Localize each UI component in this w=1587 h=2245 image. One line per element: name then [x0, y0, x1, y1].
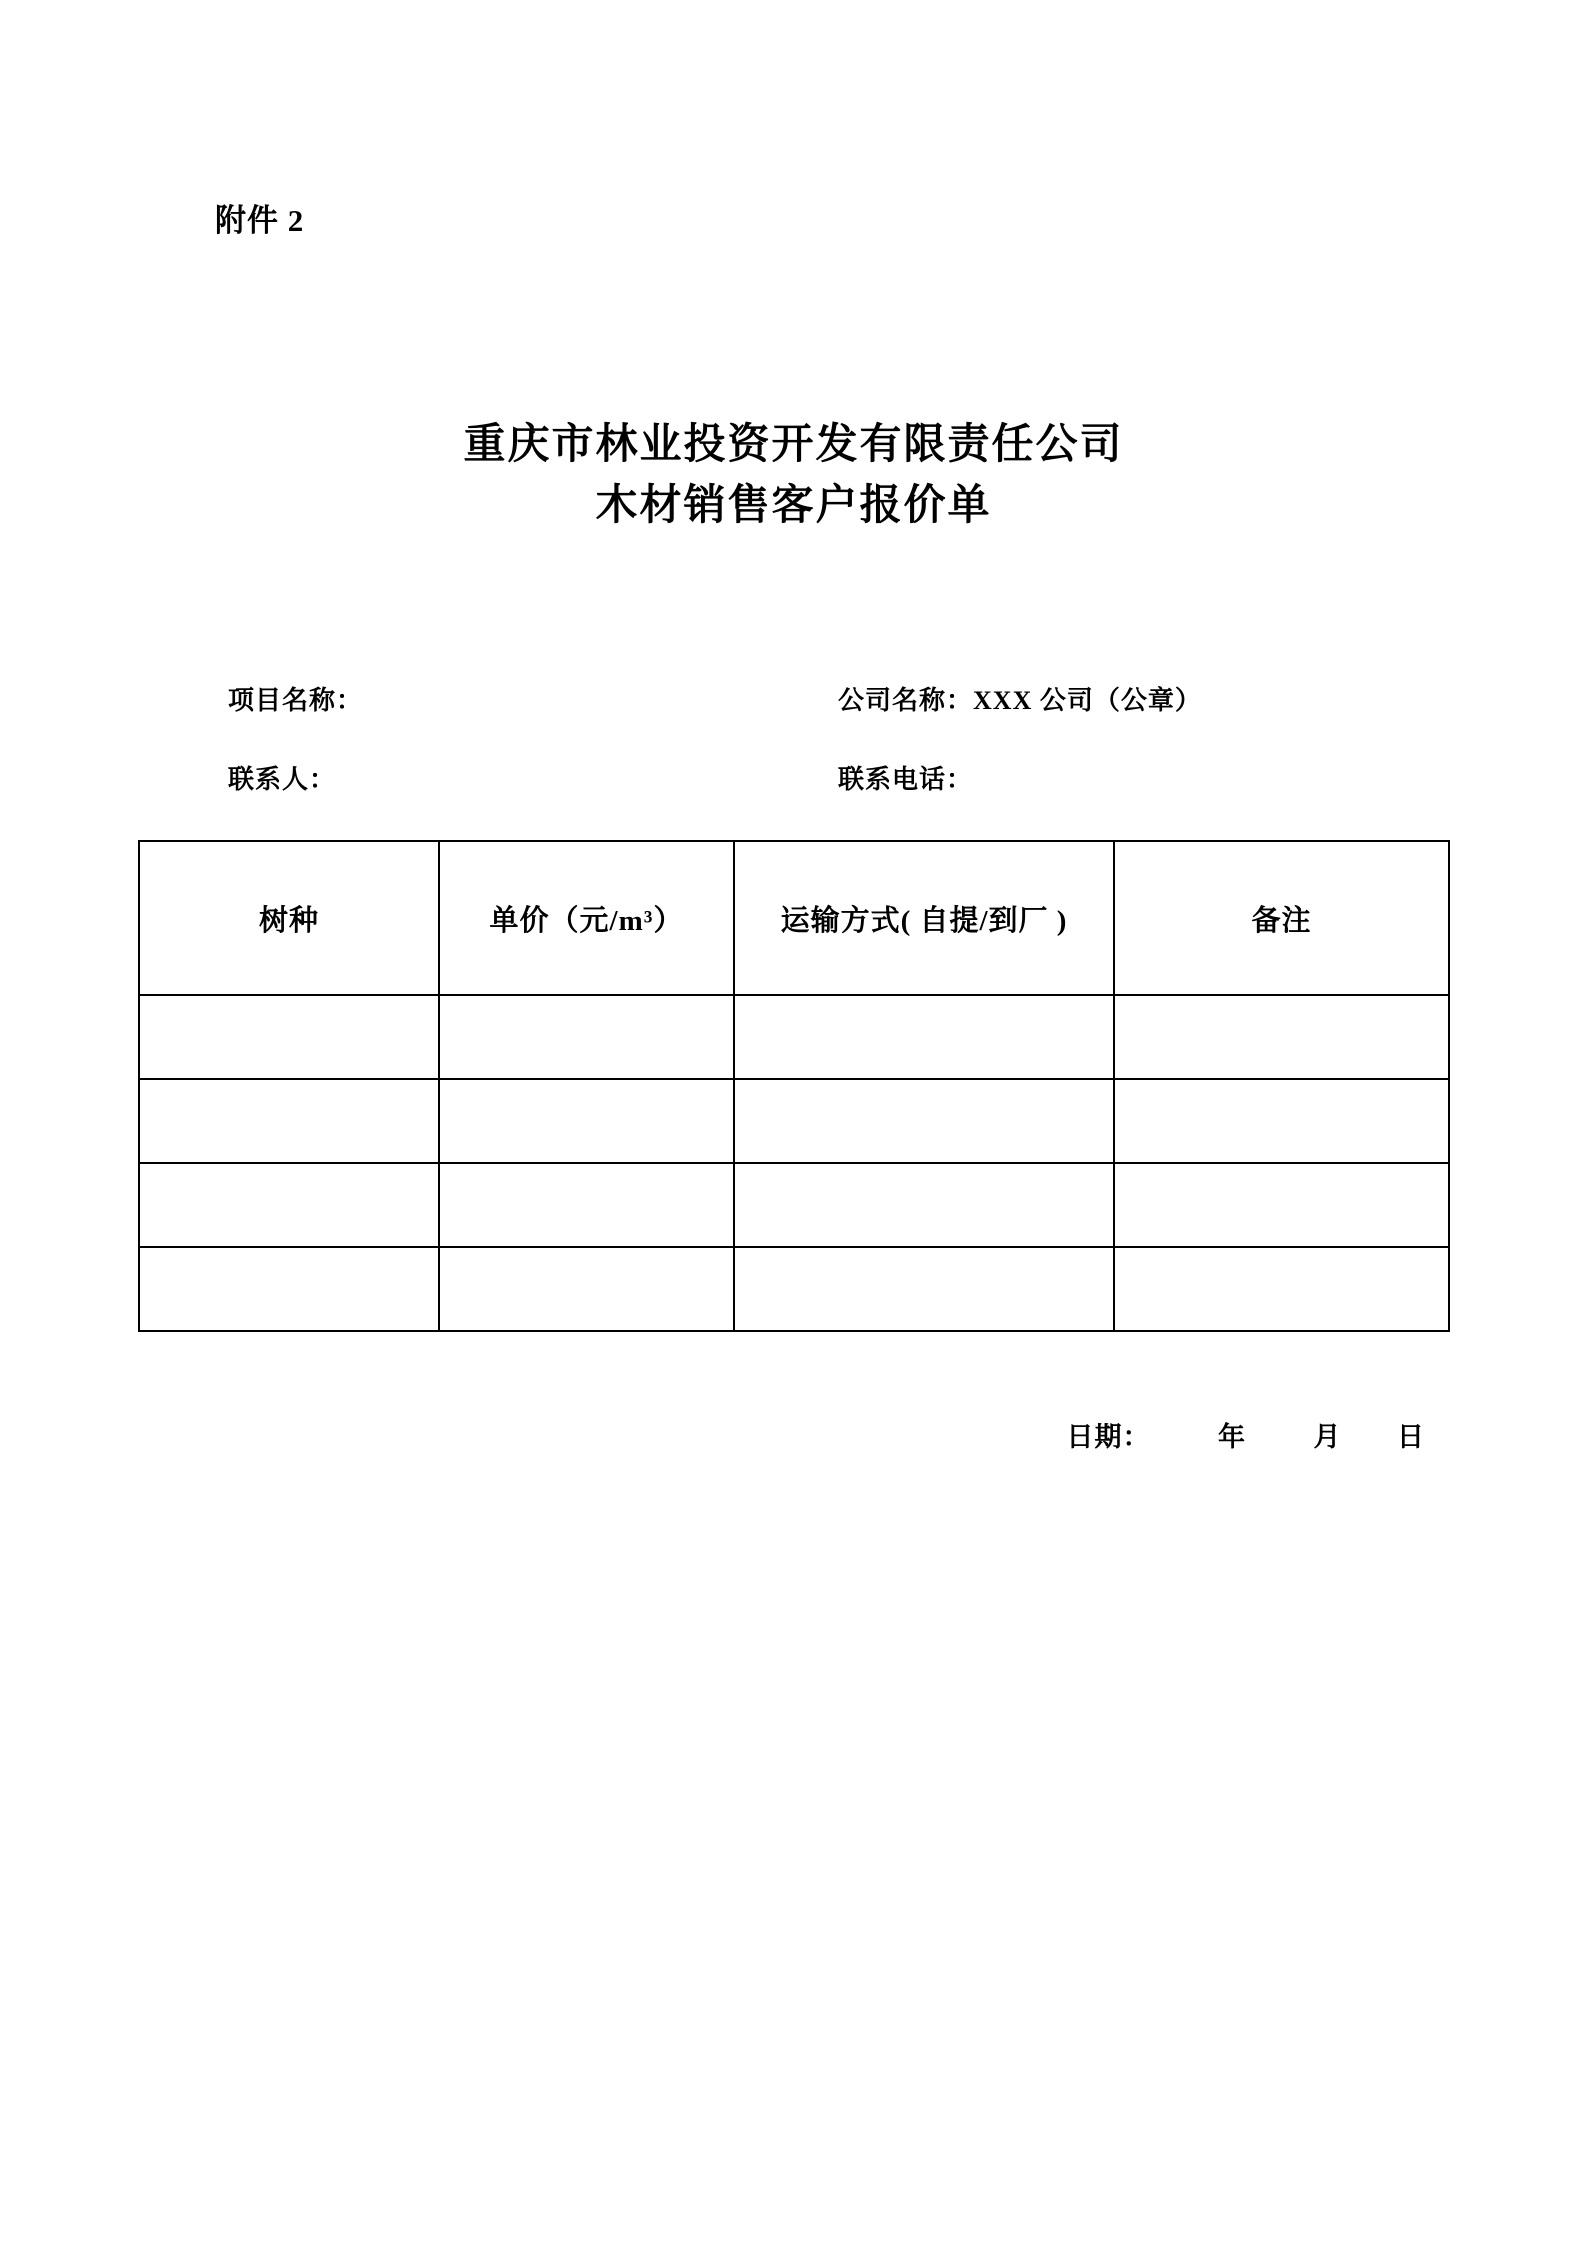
table-header-transport: 运输方式( 自提/到厂 ) — [734, 841, 1114, 995]
date-year-unit: 年 — [1218, 1422, 1246, 1452]
table-row — [139, 1163, 1449, 1247]
date-line — [0, 1415, 1425, 1454]
table-cell-transport[interactable] — [734, 1163, 1114, 1247]
contact-phone-label: 联系电话： — [838, 765, 974, 794]
table-cell-transport[interactable] — [734, 1247, 1114, 1331]
table-cell-species[interactable] — [139, 1079, 439, 1163]
quote-table — [138, 840, 1450, 1332]
table-cell-remark[interactable] — [1114, 1163, 1449, 1247]
table-row — [139, 995, 1449, 1079]
company-name-value: XXX 公司（公章） — [973, 686, 1202, 715]
table-header-species: 树种 — [139, 841, 439, 995]
date-month-unit: 月 — [1313, 1422, 1342, 1452]
date-label: 日期： — [1066, 1422, 1151, 1452]
company-name-field — [838, 680, 1202, 717]
table-cell-species[interactable] — [139, 1247, 439, 1331]
table-header-remark: 备注 — [1114, 841, 1449, 995]
table-cell-remark[interactable] — [1114, 995, 1449, 1079]
table-cell-unit-price[interactable] — [439, 1079, 734, 1163]
meta-row-2 — [228, 759, 1388, 796]
table-cell-unit-price[interactable] — [439, 1163, 734, 1247]
contact-person-label: 联系人： — [228, 765, 337, 794]
table-row — [139, 1079, 1449, 1163]
table-cell-unit-price[interactable] — [439, 995, 734, 1079]
table-header-row — [139, 841, 1449, 995]
project-name-label: 项目名称： — [228, 686, 364, 715]
company-name-label: 公司名称： — [838, 686, 974, 715]
page-title-line1: 重庆市林业投资开发有限责任公司 — [463, 422, 1124, 468]
table-cell-remark[interactable] — [1114, 1247, 1449, 1331]
meta-fields — [228, 680, 1388, 838]
table-header-unit-price: 单价（元/m³） — [439, 841, 734, 995]
table-cell-transport[interactable] — [734, 1079, 1114, 1163]
page-title-line2: 木材销售客户报价单 — [595, 482, 992, 529]
table-cell-species[interactable] — [139, 995, 439, 1079]
table-cell-remark[interactable] — [1114, 1079, 1449, 1163]
table-cell-species[interactable] — [139, 1163, 439, 1247]
table-cell-unit-price[interactable] — [439, 1247, 734, 1331]
table-cell-transport[interactable] — [734, 995, 1114, 1079]
attachment-label: 附件 2 — [215, 203, 305, 238]
date-day-unit: 日 — [1397, 1422, 1425, 1452]
page-title — [0, 415, 1587, 537]
table-row — [139, 1247, 1449, 1331]
meta-row-1 — [228, 680, 1388, 717]
